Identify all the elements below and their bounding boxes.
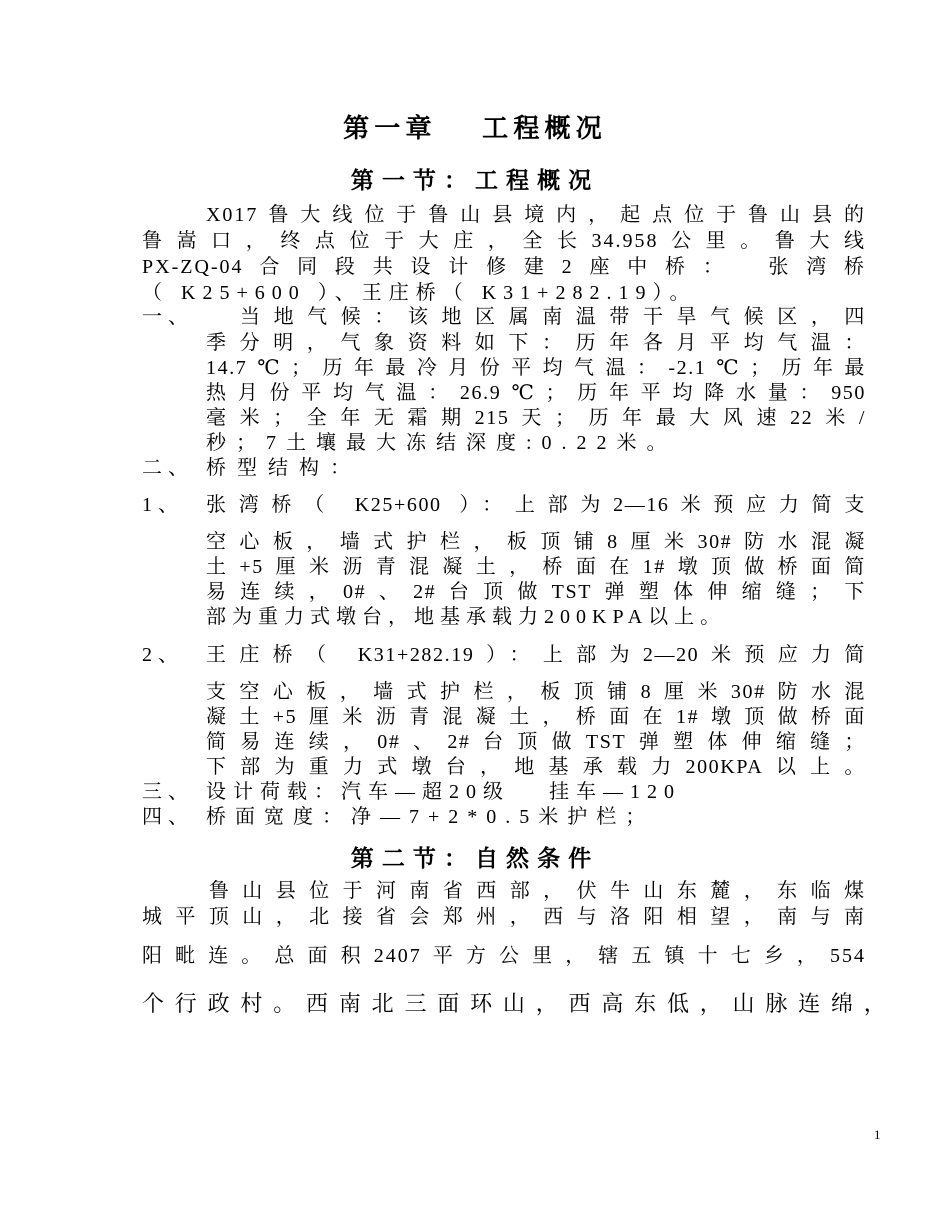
item1-line: 秒；7土壤最大冻结深度:0.22米。: [206, 432, 677, 454]
section2-title: 第二节：自然条件: [350, 846, 600, 872]
sub2-line: 凝土+5厘米沥青混凝土，桥面在1#墩顶做桥面: [206, 706, 866, 728]
intro-line: PX-ZQ-04合同段共设计修建2座中桥： 张湾桥: [142, 256, 866, 278]
item2-text: 桥型结构：: [206, 457, 361, 479]
nature-line: 阳毗连。总面积2407平方公里，辖五镇十七乡，554: [142, 945, 866, 967]
item4-text: 桥面宽度：净—7+2*0.5米护栏；: [206, 806, 655, 828]
nature-line: 鲁山县位于河南省西部，伏牛山东麓，东临煤: [142, 880, 866, 902]
section1-title: 第一节：工程概况: [350, 168, 600, 194]
sub2-line: 下部为重力式墩台，地基承载力200KPA以上。: [206, 756, 866, 778]
item1-line: 14.7℃；历年最冷月份平均气温：-2.1℃；历年最: [206, 357, 866, 379]
sub2-line: 简易连续，0#、2#台顶做TST弹塑体伸缩缝；: [206, 731, 866, 753]
sub1-line: 土+5厘米沥青混凝土，桥面在1#墩顶做桥面简: [206, 556, 866, 578]
sub1-line: 空心板，墙式护栏，板顶铺8厘米30#防水混凝: [206, 531, 866, 553]
sub1-line: 部为重力式墩台，地基承载力200KPA以上。: [206, 606, 727, 628]
item2-number: 二、: [142, 457, 194, 479]
page-number: 1: [874, 1127, 881, 1142]
intro-line: X017鲁大线位于鲁山县境内，起点位于鲁山县的: [142, 204, 866, 226]
item1-line: 当地气候：该地区属南温带干旱气候区，四: [240, 306, 866, 328]
sub2-number: 2、: [142, 644, 184, 666]
nature-line: 城平顶山，北接省会郑州，西与洛阳相望，南与南: [142, 906, 866, 928]
item1-line: 毫米；全年无霜期215天；历年最大风速22米/: [206, 407, 866, 429]
intro-line: 鲁嵩口，终点位于大庄，全长34.958公里。鲁大线: [142, 230, 866, 252]
item1-line: 热月份平均气温：26.9℃；历年平均降水量：950: [206, 382, 866, 404]
sub1-number: 1、: [142, 494, 184, 516]
nature-line: 个行政村。西南北三面环山，西高东低，山脉连绵，: [142, 991, 888, 1016]
item3-number: 三、: [142, 781, 194, 803]
sub1-first-line: 张湾桥（ K25+600 ）：上部为2—16米预应力简支: [206, 494, 866, 516]
item4-number: 四、: [142, 806, 194, 828]
item1-number: 一、: [142, 306, 194, 328]
sub2-line: 支空心板，墙式护栏，板顶铺8厘米30#防水混: [206, 681, 866, 703]
item1-line: 季分明，气象资料如下：历年各月平均气温：: [206, 332, 866, 354]
intro-line: （ K25+600 ）、王庄桥（ K31+282.19）。: [142, 282, 697, 304]
sub2-first-line: 王庄桥（ K31+282.19）：上部为2—20米预应力简: [206, 644, 866, 666]
item3-text: 设计荷载：汽车—超20级 挂车—120: [206, 781, 681, 803]
chapter-title: 第一章 工程概况: [343, 114, 607, 144]
sub1-line: 易连续，0#、2#台顶做TST弹塑体伸缩缝；下: [206, 581, 866, 603]
